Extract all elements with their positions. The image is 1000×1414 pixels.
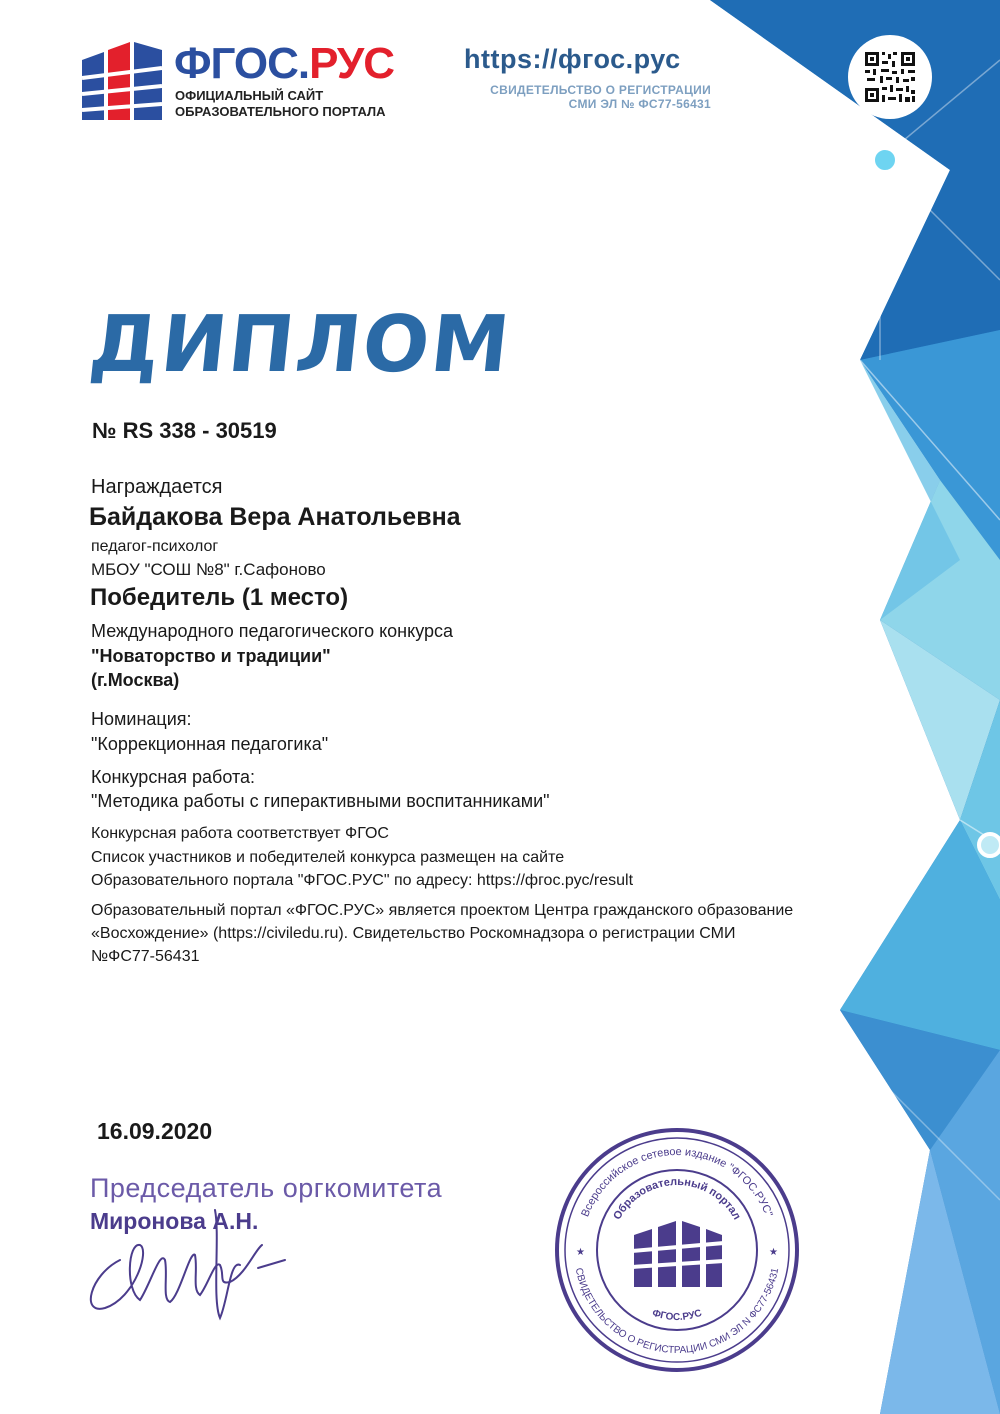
recipient-name: Байдакова Вера Анатольевна <box>89 503 461 531</box>
recipient-organization: МБОУ "СОШ №8" г.Сафоново <box>91 560 326 579</box>
chair-name: Миронова А.Н. <box>90 1208 259 1234</box>
awarded-label: Награждается <box>91 476 223 498</box>
work-title: "Методика работы с гиперактивными воспитанниками" <box>91 791 550 811</box>
stamp-inner-top-text: Образовательный портал <box>611 1175 743 1222</box>
qr-code <box>848 35 932 119</box>
logo-title-part1: ФГОС. <box>174 39 310 88</box>
logo-title <box>174 40 394 88</box>
site-url: https://фгос.рус <box>464 44 681 74</box>
svg-text:★: ★ <box>576 1247 585 1258</box>
contest-name: "Новаторство и традиции" <box>91 646 331 666</box>
handwritten-signature <box>80 1190 290 1330</box>
about-line-2: «Восхождение» (https://civiledu.ru). Свидетельство Роскомнадзора о регистрации СМИ <box>91 925 736 942</box>
logo-subtitle <box>175 88 386 120</box>
issue-date: 16.09.2020 <box>97 1118 213 1144</box>
about-line-1: Образовательный портал «ФГОС.РУС» является проектом Центра гражданского образование <box>91 902 794 919</box>
logo-title-part2: РУС <box>309 39 395 88</box>
diploma-title: ДИПЛОМ <box>85 300 516 390</box>
logo-subtitle-line1: ОФИЦИАЛЬНЫЙ САЙТ <box>175 88 324 103</box>
work-label: Конкурсная работа: <box>91 767 256 787</box>
nomination-value: "Коррекционная педагогика" <box>91 734 329 754</box>
recipient-position: педагог-психолог <box>91 538 219 555</box>
award-place: Победитель (1 место) <box>90 584 349 611</box>
contest-city: (г.Москва) <box>91 670 180 690</box>
official-stamp <box>552 1125 802 1375</box>
note-line-3: Образовательного портала "ФГОС.РУС" по адресу: https://фгос.рус/result <box>91 872 634 889</box>
registration-line1: СВИДЕТЕЛЬСТВО О РЕГИСТРАЦИИ <box>490 83 711 97</box>
note-line-2: Список участников и победителей конкурса размещен на сайте <box>91 849 565 866</box>
fgos-logo-icon <box>82 42 162 120</box>
stamp-outer-top-text: Всероссийское сетевое издание "ФГОС.РУС" <box>579 1145 775 1219</box>
about-line-3: №ФС77-56431 <box>91 948 200 965</box>
chair-title: Председатель оргкомитета <box>90 1173 443 1203</box>
diploma-number: № RS 338 - 30519 <box>92 418 277 443</box>
logo-subtitle-line2: ОБРАЗОВАТЕЛЬНОГО ПОРТАЛА <box>175 104 386 119</box>
contest-type: Международного педагогического конкурса <box>91 621 454 641</box>
nomination-label: Номинация: <box>91 709 192 729</box>
svg-text:★: ★ <box>769 1247 778 1258</box>
note-line-1: Конкурсная работа соответствует ФГОС <box>91 825 389 842</box>
stamp-outer-bottom-text: СВИДЕТЕЛЬСТВО О РЕГИСТРАЦИИ СМИ ЭЛ N ФС77-56431 <box>572 1266 782 1357</box>
qr-code-icon <box>848 35 932 119</box>
stamp-building-icon <box>632 1221 724 1287</box>
registration-line2: СМИ ЭЛ № ФС77-56431 <box>568 97 711 111</box>
stamp-inner-bottom-text: ФГОС.РУС <box>650 1307 704 1324</box>
